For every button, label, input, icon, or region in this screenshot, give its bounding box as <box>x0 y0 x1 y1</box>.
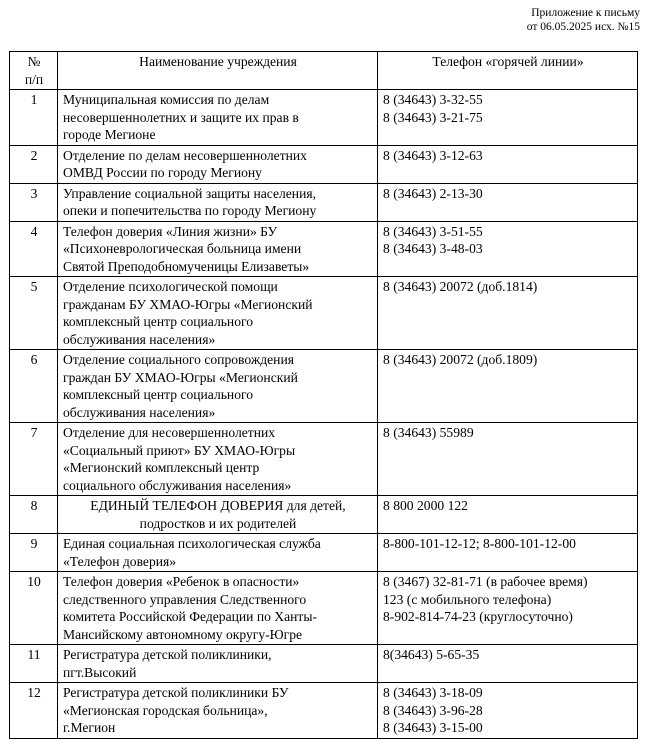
institution-name-line: Телефон доверия «Линия жизни» БУ <box>63 223 278 239</box>
institution-name-line: «Социальный приют» БУ ХМАО-Югры <box>63 442 296 458</box>
table-row <box>10 350 638 423</box>
hotline-phone <box>378 645 638 683</box>
institution-name-line: обслуживания населения» <box>63 404 216 420</box>
institution-name <box>58 350 378 423</box>
institution-name-line: Регистратура детской поликлиники, <box>63 647 272 662</box>
institution-name-line: граждан БУ ХМАО-Югры «Мегионский <box>63 369 298 385</box>
phone-number: 8 (34643) 3-51-55 <box>383 223 483 239</box>
institution-name <box>58 145 378 183</box>
row-number: 7 <box>10 423 58 496</box>
phone-number: 8(34643) 5-65-35 <box>383 647 480 662</box>
row-number: 11 <box>10 645 58 683</box>
row-number: 6 <box>10 350 58 423</box>
institution-name <box>58 277 378 350</box>
institution-name-line: комплексный центр социального <box>63 314 254 329</box>
hotline-phone <box>378 572 638 645</box>
institution-name <box>58 645 378 683</box>
column-header-phone: Телефон «горячей линии» <box>378 52 638 90</box>
table-header-row <box>10 52 638 90</box>
hotline-phone <box>378 496 638 534</box>
phone-number: 8 800 2000 122 <box>383 498 468 513</box>
institution-name-line: Святой Преподобномученицы Елизаветы» <box>63 258 310 274</box>
table-row <box>10 683 638 739</box>
institution-name <box>58 534 378 572</box>
phone-number: 8 (34643) 3-12-63 <box>383 147 483 163</box>
phone-number: 8 (34643) 3-18-09 <box>383 685 483 700</box>
table-row <box>10 277 638 350</box>
phone-number: 8 (34643) 20072 (доб.1814) <box>383 279 538 294</box>
institution-name-line: г.Мегион <box>63 720 116 735</box>
institution-name <box>58 90 378 146</box>
institution-name-line: «Психоневрологическая больница имени <box>63 241 302 256</box>
table-row <box>10 183 638 221</box>
institution-name-line: обслуживания населения» <box>63 331 216 347</box>
hotline-phone <box>378 423 638 496</box>
phone-number: 8 (34643) 55989 <box>383 425 474 440</box>
institution-name-line: Управление социальной защиты населения, <box>63 185 317 201</box>
institution-name <box>58 183 378 221</box>
hotline-phone <box>378 90 638 146</box>
phone-number: 8 (34643) 20072 (доб.1809) <box>383 352 538 367</box>
row-number: 4 <box>10 221 58 277</box>
column-header-number: № п/п <box>10 52 58 90</box>
phone-number: 8 (34643) 3-96-28 <box>383 702 483 718</box>
hotline-phone <box>378 183 638 221</box>
institution-name-line: социального обслуживания населения» <box>63 477 292 493</box>
row-number: 12 <box>10 683 58 739</box>
institution-name-line: Отделение психологической помощи <box>63 279 278 294</box>
institution-name-line: Муниципальная комиссия по делам <box>63 92 270 107</box>
table-row <box>10 145 638 183</box>
institution-name-line: комплексный центр социального <box>63 387 254 402</box>
institution-name-line: Регистратура детской поликлиники БУ <box>63 685 289 700</box>
table-row <box>10 534 638 572</box>
table-row <box>10 496 638 534</box>
phone-number: 8-902-814-74-23 (круглосуточно) <box>383 609 573 624</box>
hotline-phone <box>378 683 638 739</box>
institution-name-line: гражданам БУ ХМАО-Югры «Мегионский <box>63 296 313 312</box>
row-number: 2 <box>10 145 58 183</box>
phone-number: 8 (34643) 3-32-55 <box>383 92 483 107</box>
row-number: 5 <box>10 277 58 350</box>
row-number: 9 <box>10 534 58 572</box>
phone-number: 8-800-101-12-12; 8-800-101-12-00 <box>383 536 576 551</box>
table-row <box>10 90 638 146</box>
institution-name-line: городе Мегионе <box>63 127 156 142</box>
attachment-line-1: Приложение к письму <box>531 7 640 19</box>
institution-name-line: несовершеннолетних и защите их прав в <box>63 109 299 125</box>
phone-number: 123 (с мобильного телефона) <box>383 591 552 607</box>
institution-name-line: «Мегионская городская больница», <box>63 702 268 718</box>
institution-name-line: Отделение для несовершеннолетних <box>63 425 276 440</box>
table-body <box>10 90 638 739</box>
hotline-table <box>9 51 638 739</box>
table-row <box>10 645 638 683</box>
hotline-phone <box>378 221 638 277</box>
institution-name-line: Отделение социального сопровождения <box>63 352 294 367</box>
institution-name <box>58 423 378 496</box>
hotline-phone <box>378 277 638 350</box>
column-header-institution: Наименование учреждения <box>58 52 378 90</box>
hotline-phone <box>378 534 638 572</box>
phone-number: 8 (34643) 3-48-03 <box>383 241 483 256</box>
institution-name <box>58 572 378 645</box>
phone-number: 8 (34643) 3-21-75 <box>383 109 483 125</box>
hotline-phone <box>378 350 638 423</box>
institution-name <box>58 683 378 739</box>
attachment-line-2: от 06.05.2025 исх. №15 <box>526 21 640 33</box>
phone-number: 8 (34643) 2-13-30 <box>383 185 483 201</box>
institution-name-line: «Мегионский комплексный центр <box>63 460 260 475</box>
phone-number: 8 (3467) 32-81-71 (в рабочее время) <box>383 574 588 589</box>
institution-name-line: комитета Российской Федерации по Ханты- <box>63 609 318 624</box>
row-number: 1 <box>10 90 58 146</box>
institution-name-line: подростков и их родителей <box>139 515 297 531</box>
table-row <box>10 572 638 645</box>
institution-name-line: Отделение по делам несовершеннолетних <box>63 147 307 163</box>
institution-name <box>58 496 378 534</box>
institution-name-line: «Телефон доверия» <box>63 553 177 569</box>
row-number: 10 <box>10 572 58 645</box>
hotline-phone <box>378 145 638 183</box>
table-row <box>10 423 638 496</box>
attachment-note <box>527 6 640 34</box>
institution-name-line: Мансийскому автономному округу-Югре <box>63 626 303 642</box>
table-row <box>10 221 638 277</box>
institution-name-line: следственного управления Следственного <box>63 591 307 607</box>
institution-name <box>58 221 378 277</box>
institution-name-line: Телефон доверия «Ребенок в опасности» <box>63 574 300 589</box>
phone-number: 8 (34643) 3-15-00 <box>383 720 483 735</box>
institution-name-line: опеки и попечительства по городу Мегиону <box>63 203 317 218</box>
institution-name-line: ОМВД России по городу Мегиону <box>63 165 262 180</box>
row-number: 8 <box>10 496 58 534</box>
institution-name-line: Единая социальная психологическая служба <box>63 536 321 551</box>
row-number: 3 <box>10 183 58 221</box>
institution-name-line: пгт.Высокий <box>63 664 137 680</box>
institution-name-line: ЕДИНЫЙ ТЕЛЕФОН ДОВЕРИЯ для детей, <box>90 498 346 513</box>
